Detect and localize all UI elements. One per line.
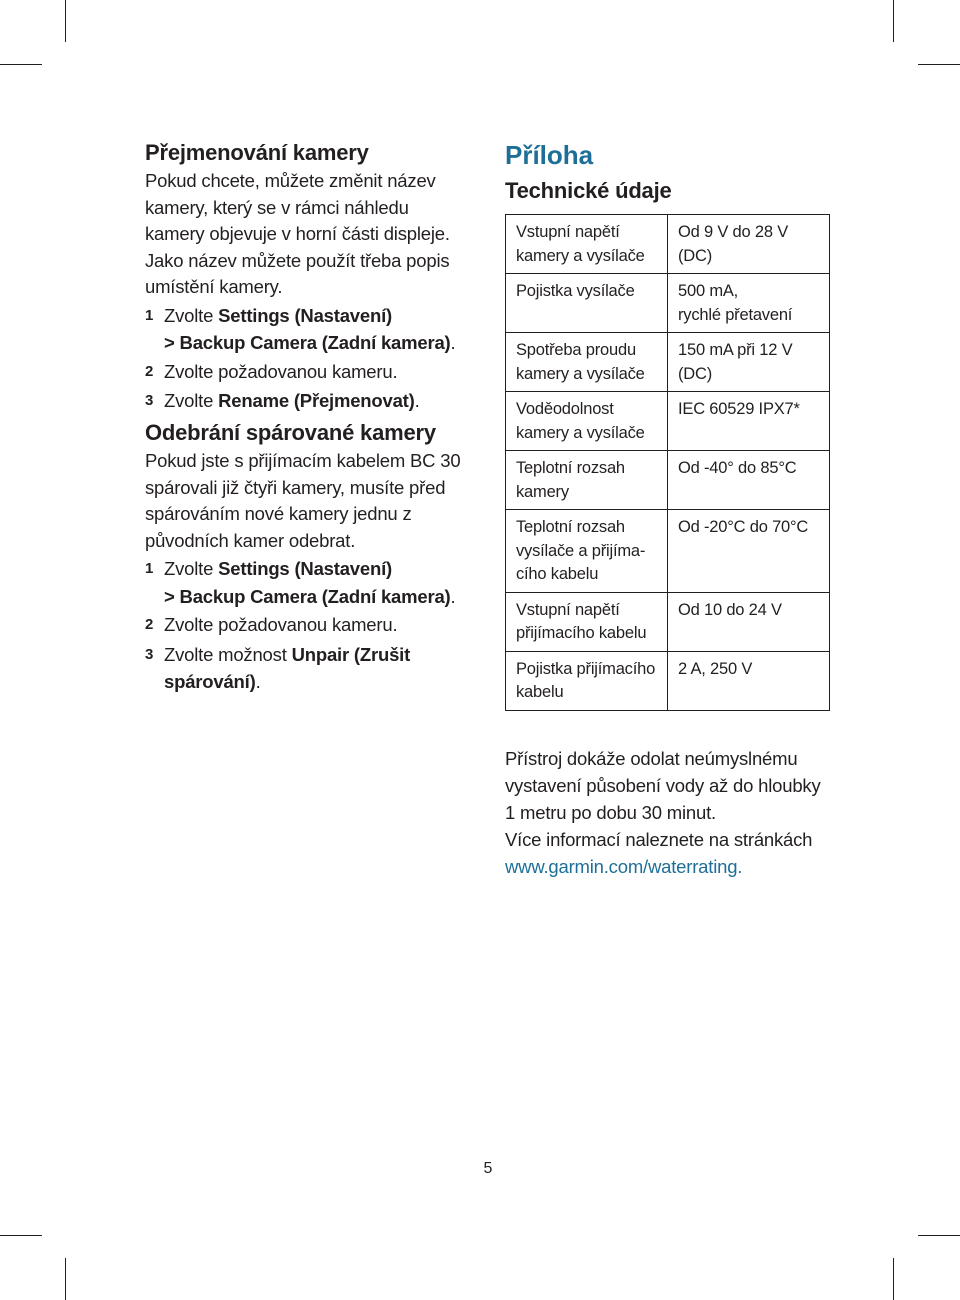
spec-label: Pojistka vysílače	[506, 274, 668, 333]
crop-mark	[893, 1258, 894, 1300]
crop-mark	[918, 1235, 960, 1236]
spec-row	[506, 510, 830, 593]
rename-intro: Pokud chcete, můžete změnit název kamery, který se v rámci náhledu kamery objevuje v horní části displeje. Jako název můžete použít třeba popis umístění kamery.	[145, 170, 450, 298]
spec-row	[506, 651, 830, 710]
spec-row	[506, 215, 830, 274]
crop-mark	[0, 64, 42, 65]
waterrating-link[interactable]: www.garmin.com/waterrating	[505, 855, 738, 877]
spec-value: Od -40° do 85°C	[668, 451, 830, 510]
spec-value: Od 9 V do 28 V (DC)	[668, 215, 830, 274]
spec-label: Teplotní rozsah vysílače a přijíma- cího kabelu	[506, 510, 668, 593]
spec-value: 500 mA, rychlé přetavení	[668, 274, 830, 333]
step-item: 3 Zvolte Rename (Přejmenovat).	[145, 390, 420, 412]
appendix-heading: Příloha	[505, 140, 594, 170]
unpair-heading: Odebrání spárované kamery	[145, 419, 436, 445]
tech-specs-heading: Technické údaje	[505, 178, 672, 203]
spec-table	[505, 214, 830, 711]
spec-label: Vstupní napětí kamery a vysílače	[506, 215, 668, 274]
spec-label: Vstupní napětí přijímacího kabelu	[506, 592, 668, 651]
water-note-text: Přístroj dokáže odolat neúmyslnému vystavení působení vody až do hloubky 1 metru po dobu 30 minut.	[505, 747, 821, 823]
spec-value: Od -20°C do 70°C	[668, 510, 830, 593]
crop-mark	[918, 64, 960, 65]
spec-value: 150 mA při 12 V (DC)	[668, 333, 830, 392]
spec-label: Pojistka přijímacího kabelu	[506, 651, 668, 710]
spec-row	[506, 392, 830, 451]
step-item: 3 Zvolte možnost Unpair (Zrušit spárování).	[145, 643, 411, 693]
rename-heading: Přejmenování kamery	[145, 140, 369, 165]
spec-row	[506, 592, 830, 651]
crop-mark	[65, 0, 66, 42]
crop-mark	[893, 0, 894, 42]
spec-row	[506, 451, 830, 510]
water-note: Přístroj dokáže odolat neúmyslnému vystavení působení vody až do hloubky 1 metru po dobu 30 minut. Více informací naleznete na stránkách www.garmin.com/waterrating.	[505, 745, 835, 880]
spec-label: Teplotní rozsah kamery	[506, 451, 668, 510]
page-number: 5	[483, 1160, 493, 1177]
spec-row	[506, 333, 830, 392]
more-info-text: Více informací naleznete na stránkách	[505, 828, 813, 850]
step-item: 1 Zvolte Settings (Nastavení) > Backup Camera (Zadní kamera).	[145, 304, 456, 354]
step-item: 1 Zvolte Settings (Nastavení) > Backup Camera (Zadní kamera).	[145, 558, 456, 607]
spec-label: Spotřeba proudu kamery a vysílače	[506, 333, 668, 392]
left-column	[145, 138, 465, 696]
spec-value: IEC 60529 IPX7*	[668, 392, 830, 451]
unpair-steps	[145, 554, 465, 696]
spec-row	[506, 274, 830, 333]
right-column	[505, 138, 835, 880]
spec-value: 2 A, 250 V	[668, 651, 830, 710]
crop-mark	[0, 1235, 42, 1236]
unpair-intro: Pokud jste s přijímacím kabelem BC 30 spárovali již čtyři kamery, musíte před spárováním nové kamery jednu z původních kamer odebrat.	[145, 449, 461, 551]
spec-value: Od 10 do 24 V	[668, 592, 830, 651]
step-item: 2 Zvolte požadovanou kameru.	[145, 360, 398, 382]
spec-label: Voděodolnost kamery a vysílače	[506, 392, 668, 451]
crop-mark	[65, 1258, 66, 1300]
rename-steps	[145, 301, 465, 416]
step-item: 2 Zvolte požadovanou kameru.	[145, 614, 398, 636]
